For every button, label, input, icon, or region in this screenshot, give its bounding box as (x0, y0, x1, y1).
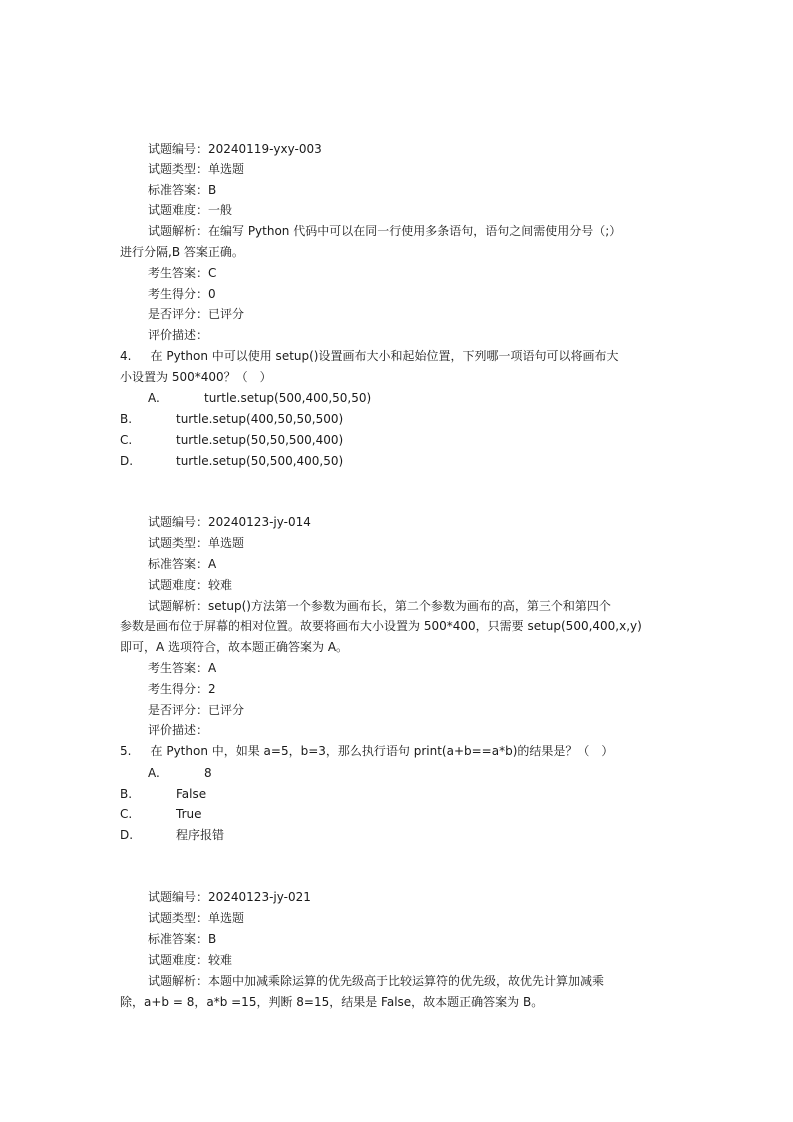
student-score: 考生得分：0 (148, 287, 216, 301)
standard-answer: 标准答案：B (148, 932, 217, 946)
option-a-text: 8 (204, 766, 212, 780)
graded-status: 是否评分：已评分 (148, 703, 245, 717)
question-type: 试题类型：单选题 (148, 911, 245, 925)
question-analysis-cont: 除，a+b = 8，a*b =15，判断 8=15，结果是 False，故本题正确答案为 B。 (120, 995, 544, 1009)
question-id: 试题编号：20240119-yxy-003 (148, 142, 322, 156)
option-c-text: turtle.setup(50,50,500,400) (176, 433, 344, 447)
option-c-letter: C. (120, 433, 133, 447)
question-difficulty: 试题难度：较难 (148, 578, 233, 592)
question-difficulty: 试题难度：一般 (148, 203, 233, 217)
question-analysis-cont: 即可，A 选项符合，故本题正确答案为 A。 (120, 640, 349, 654)
question-analysis-cont: 参数是画布位于屏幕的相对位置。故要将画布大小设置为 500*400，只需要 setup(500,400,x,y) (120, 619, 642, 633)
question-type: 试题类型：单选题 (148, 162, 245, 176)
option-b-text: False (176, 787, 207, 801)
student-answer: 考生答案：A (148, 661, 217, 675)
option-a-letter: A. (148, 766, 160, 780)
question-analysis: 试题解析：setup()方法第一个参数为画布长，第二个参数为画布的高，第三个和第四个 (148, 599, 611, 613)
evaluation-comment: 评价描述： (148, 328, 209, 342)
option-c-letter: C. (120, 807, 133, 821)
question-analysis-cont: 进行分隔,B 答案正确。 (120, 245, 244, 259)
evaluation-comment: 评价描述： (148, 723, 209, 737)
option-b-letter: B. (120, 412, 133, 426)
question-analysis: 试题解析：在编写 Python 代码中可以在同一行使用多条语句，语句之间需使用分号（;） (148, 224, 622, 238)
option-d-letter: D. (120, 828, 134, 842)
option-c-text: True (176, 807, 202, 821)
student-score: 考生得分：2 (148, 682, 216, 696)
question-stem: 5. 在 Python 中，如果 a=5，b=3，那么执行语句 print(a+b==a*b)的结果是？（ ） (120, 744, 614, 758)
standard-answer: 标准答案：B (148, 183, 217, 197)
option-b-letter: B. (120, 787, 133, 801)
option-b-text: turtle.setup(400,50,50,500) (176, 412, 344, 426)
question-difficulty: 试题难度：较难 (148, 953, 233, 967)
question-id: 试题编号：20240123-jy-014 (148, 515, 311, 529)
question-stem-cont: 小设置为 500*400？（ ） (120, 370, 272, 384)
option-d-text: turtle.setup(50,500,400,50) (176, 454, 344, 468)
question-stem: 4. 在 Python 中可以使用 setup()设置画布大小和起始位置，下列哪一项语句可以将画布大 (120, 349, 619, 363)
question-id: 试题编号：20240123-jy-021 (148, 890, 311, 904)
question-type: 试题类型：单选题 (148, 536, 245, 550)
question-analysis: 试题解析：本题中加减乘除运算的优先级高于比较运算符的优先级，故优先计算加减乘 (148, 974, 605, 988)
graded-status: 是否评分：已评分 (148, 307, 245, 321)
standard-answer: 标准答案：A (148, 557, 217, 571)
option-a-text: turtle.setup(500,400,50,50) (204, 391, 372, 405)
option-a-letter: A. (148, 391, 160, 405)
option-d-letter: D. (120, 454, 134, 468)
student-answer: 考生答案：C (148, 266, 217, 280)
option-d-text: 程序报错 (176, 828, 225, 842)
